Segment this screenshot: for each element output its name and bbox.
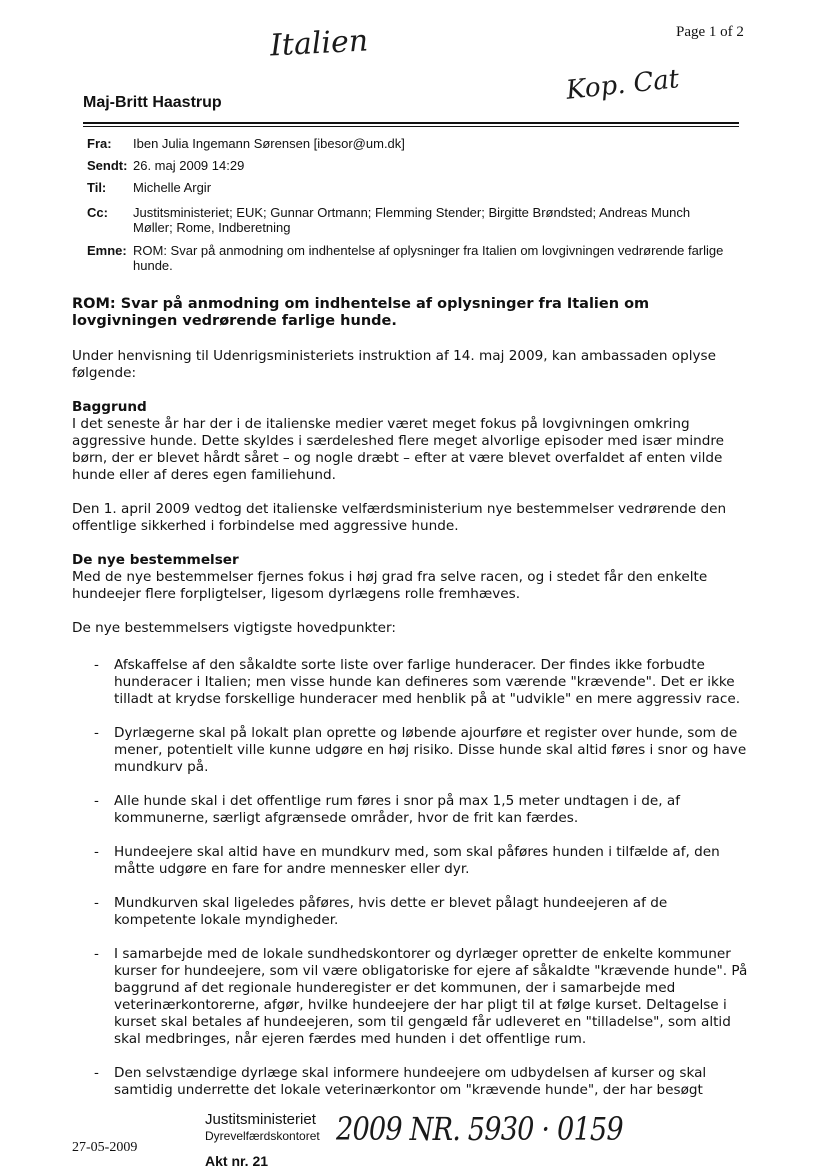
subject-heading: ROM: Svar på anmodning om indhentelse af oplysninger fra Italien om lovgivningen vedrørende farlige hunde. bbox=[72, 296, 650, 329]
list-item bbox=[72, 946, 752, 1048]
baggrund-section bbox=[72, 399, 752, 484]
mailbox-owner-name: Maj-Britt Haastrup bbox=[83, 94, 222, 111]
stamp-akt-number: Akt nr. 21 bbox=[205, 1153, 269, 1169]
from-value: Iben Julia Ingemann Sørensen [ibesor@um.dk] bbox=[133, 136, 405, 151]
bullet-dash: - bbox=[94, 725, 99, 741]
list-item bbox=[72, 793, 752, 827]
list-item bbox=[72, 725, 752, 776]
handwritten-note: Kop. Cat bbox=[564, 64, 681, 106]
list-item-text: Mundkurven skal ligeledes påføres, hvis dette er blevet pålagt hundeejeren af de kompetente lokale myndigheder. bbox=[114, 895, 668, 928]
cc-label: Cc: bbox=[87, 205, 108, 220]
from-label: Fra: bbox=[87, 136, 112, 151]
nye-heading: De nye bestemmelser bbox=[72, 552, 239, 568]
to-label: Til: bbox=[87, 180, 107, 195]
subject-value: ROM: Svar på anmodning om indhentelse af oplysninger fra Italien om lovgivningen vedrørende farlige hunde. bbox=[133, 243, 724, 273]
page-number: Page 1 of 2 bbox=[676, 24, 744, 40]
bullet-dash: - bbox=[94, 844, 99, 860]
list-item bbox=[72, 844, 752, 878]
bullet-dash: - bbox=[94, 946, 99, 962]
bullet-dash: - bbox=[94, 793, 99, 809]
list-item-text: I samarbejde med de lokale sundhedskontorer og dyrlæger opretter de enkelte kommuner kurser for hundeejere, som vil være obligatoriske for ejere af såkaldte "krævende hunde". På baggrund af det regionale hunderegister er det kommunen, der i samarbejde med veterinærkontorerne, afgør, hvilke hundeejere der har pligt til at følge kurset. Deltagelse i kurset skal betales af hundeejeren, som til gengæld får udleveret en "tilladelse", som altid skal medbringes, når ejeren færdes med hunden i det offentlige rum. bbox=[114, 946, 748, 1047]
sent-label: Sendt: bbox=[87, 158, 128, 173]
baggrund-heading: Baggrund bbox=[72, 399, 147, 415]
footer-date: 27-05-2009 bbox=[72, 1140, 138, 1155]
points-list bbox=[72, 657, 752, 1099]
list-item-text: Afskaffelse af den såkaldte sorte liste over farlige hunderacer. Der findes ikke forbudte hunderacer i Italien; men visse hunde kan defineres som værende "krævende". Det er ikke tilladt at krydse forskellige hunderacer med henblik på at "udvikle" en mere aggressiv race. bbox=[114, 657, 741, 707]
cc-value: Justitsministeriet; EUK; Gunnar Ortmann; Flemming Stender; Birgitte Brøndsted; Andreas Munch Møller; Rome, Indberetning bbox=[133, 205, 691, 235]
points-intro: De nye bestemmelsers vigtigste hovedpunkter: bbox=[72, 620, 396, 636]
header-rule-thick bbox=[83, 122, 739, 124]
bullet-dash: - bbox=[94, 895, 99, 911]
list-item bbox=[72, 657, 752, 708]
subject-label: Emne: bbox=[87, 243, 127, 258]
handwritten-title: Italien bbox=[269, 23, 369, 64]
list-item bbox=[72, 895, 752, 929]
header-rule-thin bbox=[83, 126, 739, 127]
april-paragraph: Den 1. april 2009 vedtog det italienske velfærdsministerium nye bestemmelser vedrørende den offentlige sikkerhed i forbindelse med aggressive hunde. bbox=[72, 501, 727, 534]
nye-section bbox=[72, 552, 752, 603]
stamp-case-number: 2009 NR. 5930 · 0159 bbox=[336, 1110, 623, 1148]
nye-text: Med de nye bestemmelser fjernes fokus i høj grad fra selve racen, og i stedet får den enkelte hundeejer flere forpligtelser, ligesom dyrlægens rolle fremhæves. bbox=[72, 569, 708, 602]
bullet-dash: - bbox=[94, 1065, 99, 1081]
email-body bbox=[72, 296, 752, 1116]
list-item-text: Den selvstændige dyrlæge skal informere hundeejere om udbydelsen af kurser og skal samtidig underrette det lokale veterinærkontor om "krævende hunde", der har besøgt bbox=[114, 1065, 707, 1098]
to-value: Michelle Argir bbox=[133, 180, 212, 195]
list-item-text: Dyrlægerne skal på lokalt plan oprette og løbende ajourføre et register over hunde, som de mener, potentielt ville kunne udgøre en høj risiko. Disse hunde skal altid føres i snor og have mundkurv på. bbox=[114, 725, 747, 775]
sent-value: 26. maj 2009 14:29 bbox=[133, 158, 245, 173]
baggrund-text: I det seneste år har der i de italienske medier været meget fokus på lovgivningen omkring aggressive hunde. Dette skyldes i særdeleshed flere meget alvorlige episoder med især mindre børn, der er blevet hårdt såret – og nogle dræbt – efter at være blevet overfaldet af enten vilde hunde eller af deres egen familiehund. bbox=[72, 416, 725, 483]
list-item-text: Hundeejere skal altid have en mundkurv med, som skal påføres hunden i tilfælde af, den måtte udgøre en fare for andre mennesker eller dyr. bbox=[114, 844, 720, 877]
stamp-office: Dyrevelfærdskontoret bbox=[205, 1129, 320, 1143]
list-item bbox=[72, 1065, 752, 1099]
bullet-dash: - bbox=[94, 657, 99, 673]
stamp-ministry: Justitsministeriet bbox=[205, 1111, 316, 1128]
list-item-text: Alle hunde skal i det offentlige rum føres i snor på max 1,5 meter undtagen i de, af kommunerne, særligt afgrænsede områder, hvor de frit kan færdes. bbox=[114, 793, 681, 826]
intro-paragraph: Under henvisning til Udenrigsministeriets instruktion af 14. maj 2009, kan ambassaden oplyse følgende: bbox=[72, 348, 717, 381]
